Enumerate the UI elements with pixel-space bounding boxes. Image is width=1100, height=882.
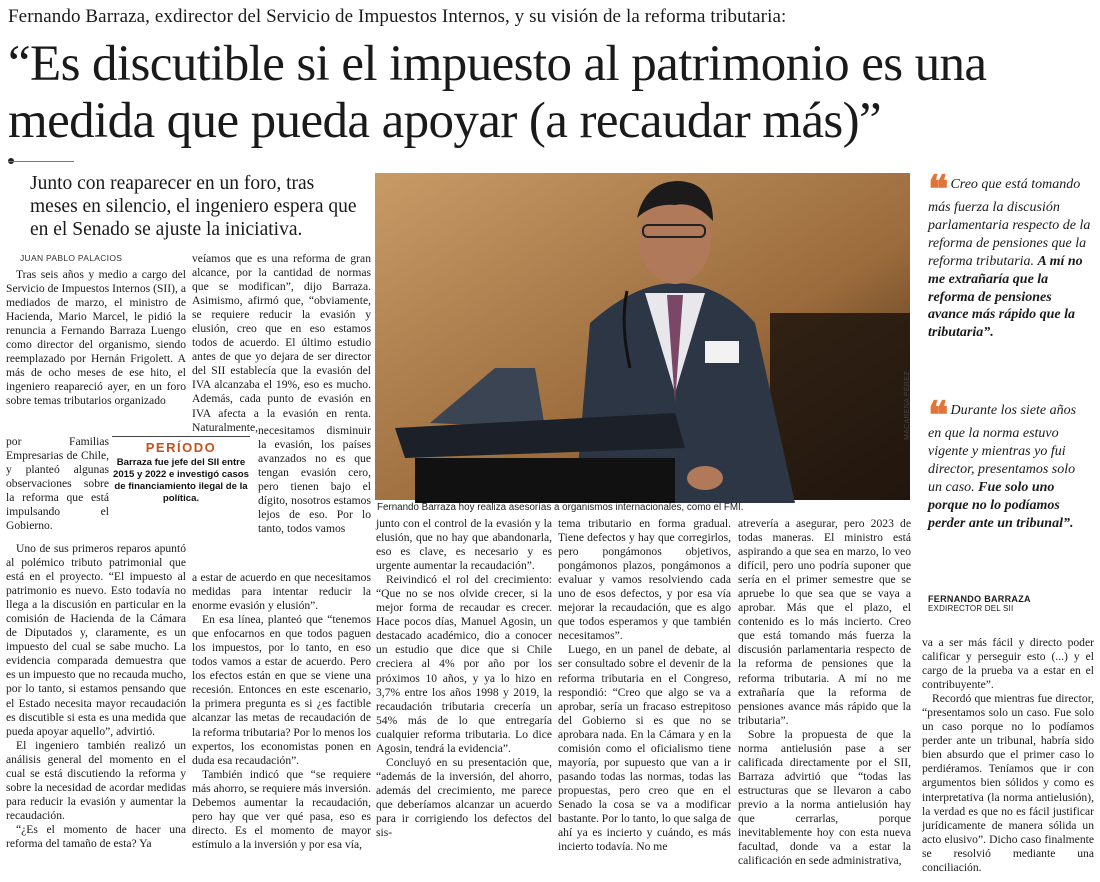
column-4 — [558, 517, 731, 881]
quote-text: Durante los siete años en que la norma estuvo vigente y mientras yo fui director, presentamos solo un caso. — [928, 403, 1077, 495]
quote-role: EXDIRECTOR DEL SII — [928, 604, 1014, 613]
quote-mark-icon: ❝ — [928, 392, 949, 437]
quote-text-bold: A mí no me extrañaría que la reforma de pensiones avance más rápido que la tributaria”. — [928, 253, 1083, 341]
deck: Junto con reaparecer en un foro, tras meses en silencio, el ingeniero espera que en el Senado se ajuste la iniciativa. — [30, 173, 357, 240]
kicker: Fernando Barraza, exdirector del Servicio de Impuestos Internos, y su visión de la reforma tributaria: — [8, 6, 787, 27]
column-5 — [738, 517, 911, 881]
paragraph: Reivindicó el rol del crecimiento: “Que no se nos olvide crecer, si la mejor forma de recaudar es crecer. Hace pocos días, Manuel Agosin, un destacado académico, dio a conocer un estudio que dice que si Chile creciera al 4% por año por los próximos 10 años, y ya lo hizo en 3,7% entre los años 1998 y 2019, la recaudación tributaria crecería un 54% más de lo que entregaría cualquier reforma tributaria. Lo dice Agosin, tendrá la evidencia”. — [376, 573, 552, 755]
paragraph: atrevería a asegurar, pero 2023 de todas maneras. El ministro está aspirando a que sea en marzo, lo veo difícil, pero uno podría suponer que sería en el primer semestre que se apruebe lo que sea que se vaya a aprobar. Más que el plazo, el contenido es lo más incierto. Creo que está tomando más fuerza la discusión parlamentaria respecto de la reforma de pensiones que la reforma tributaria. A mí no me extrañaría que la reforma de pensiones avance más rápido que la tributaria”. — [738, 517, 911, 727]
paragraph: “¿Es el momento de hacer una reforma del tamaño de esta? Ya — [6, 822, 186, 850]
paragraph: va a ser más fácil y directo poder calificar y perseguir esto (...) y el cargo de la prueba va a estar en el contribuyente”. — [922, 636, 1094, 692]
paragraph: veíamos que es una reforma de gran alcance, por la cantidad de normas que se modifican”, dijo Barraza. Asimismo, afirmó que, “obviamente, se requiere reducir la evasión y elusión, creo que en eso estamos todos de acuerdo. El último estudio antes de que yo dejara de ser director del SII establecía que la evasión del IVA alcanzaba el 19%, eso es mucho. Además, cada punto de evasión en IVA afecta a la evasión en renta. Naturalmente, — [192, 252, 371, 434]
paragraph: a estar de acuerdo en que necesitamos medidas para intentar reducir la enorme evasión y elusión”. — [192, 571, 371, 613]
column-1-narrow — [6, 435, 109, 536]
paragraph: Tras seis años y medio a cargo del Servicio de Impuestos Internos (SII), a mediados de marzo, el ministro de Hacienda, Mario Marcel, le pidió la renuncia a Fernando Barraza Luengo como director del organismo, siendo reemplazado por Hernán Frigolett. A más de ocho meses de ese hito, el ingeniero reapareció ayer, en un foro sobre temas tributarios organizado — [6, 268, 186, 408]
speaker-photo-illustration — [375, 173, 910, 500]
rule — [8, 161, 74, 162]
paragraph: necesitamos disminuir la evasión, los países avanzados no es que tengan evasión cero, pero tienen bajo el dígito, nosotros estamos lejos de eso. Por lo tanto, todos vamos — [258, 424, 371, 536]
sidebar-box — [112, 436, 250, 505]
column-1-bottom — [6, 542, 186, 880]
paragraph: Luego, en un panel de debate, al ser consultado sobre el devenir de la reforma tributaria en el Congreso, respondió: “Creo que algo se va a aprobar, sería un fracaso estrepitoso del Gobierno si es que no se aprobara nada. En la Cámara y en la comisión como el oficialismo tiene mayoría, por supuesto que van a ir pasando todas las normas, todas las propuestas, pero creo que en el Senado la cosa se va a modificar bastante. Por lo tanto, lo que salga de ahí ya es incierto y cuándo, es más incierto todavía. No me — [558, 643, 731, 854]
column-3 — [376, 517, 552, 881]
quote-name: FERNANDO BARRAZA — [928, 594, 1031, 604]
paragraph: Recordó que mientras fue director, “presentamos solo un caso. Fue solo un caso porque no lo podíamos perder ante un tribunal, habría sido bien absurdo que el primer caso lo perdiéramos. Teníamos que ir con argumentos bien sólidos y como es interpretativa (la norma antielusión), la verdad es que no es fácil justificar jurídicamente de manera sólida un acto elusivo”. Dicho caso finalmente se resolvió mediante una conciliación. — [922, 692, 1094, 874]
column-2-top — [192, 252, 371, 434]
quote-text-bold: Fue solo uno porque no lo podíamos perder ante un tribunal”. — [928, 479, 1074, 531]
pull-quote-2 — [928, 392, 1092, 532]
photo-credit: MACARENA PÉREZ — [904, 371, 911, 440]
paragraph: En esa línea, planteó que “tenemos que enfocarnos en que todos paguen los impuestos, por lo tanto, en eso todos vamos a estar de acuerdo. Pero los efectos están en que se viene una recesión. Entonces en este escenario, la primera pregunta es si ¿es factible alcanzar las metas de recaudación de la reforma tributaria? Por lo menos los expertos, los economistas ponen en duda esa recaudación”. — [192, 613, 372, 767]
paragraph: También indicó que “se requiere más ahorro, se requiere más inversión. Debemos aumentar la recaudación, pero hay que ver qué pasa, eso es directo. Es el momento de mayor estímulo a la inversión y por esa vía, — [192, 767, 371, 851]
column-6 — [922, 636, 1094, 881]
photo-caption: Fernando Barraza hoy realiza asesorías a organismos internacionales, como el FMI. — [377, 502, 744, 513]
quote-mark-icon: ❝ — [928, 166, 949, 211]
paragraph: tema tributario en forma gradual. Tiene defectos y hay que corregirlos, pero pongámonos objetivos, pongámonos plazos, pongámonos a evaluar y vamos resolviendo cada uno de esos defectos, y por esa vía mejorar la recaudación, que es algo que todos esperamos y que también necesitamos”. — [558, 517, 731, 643]
column-1-top — [6, 268, 186, 424]
byline: JUAN PABLO PALACIOS — [20, 253, 123, 263]
headline: “Es discutible si el impuesto al patrimonio es una medida que pueda apoyar (a recaudar más)” — [8, 36, 987, 149]
paragraph: Uno de sus primeros reparos apuntó al polémico tributo patrimonial que está en el proyecto. “El impuesto al patrimonio es nuevo. Esto todavía no llega a la discusión en particular en la comisión de Hacienda de la Cámara de Diputados y, claramente, es un impuesto del cual se sabe mucho. La evidencia comparada demuestra que es un impuesto que no recauda mucho, por lo tanto, si estamos pensando que el Estado necesita mayor recaudación es discutible si esta es una medida que pueda apoyar aquello”, advirtió. — [6, 542, 186, 738]
paragraph: El ingeniero también realizó un análisis general del momento en el cual se está discutiendo la reforma y sobre la necesidad de acordar medidas para reducir la evasión y aumentar la recaudación. — [6, 738, 186, 822]
photo — [375, 173, 910, 500]
pull-quote-1 — [928, 166, 1092, 342]
quote-text: Creo que está tomando más fuerza la discusión parlamentaria respecto de la reforma de pensiones que la reforma tributaria. — [928, 177, 1091, 269]
column-2-narrow — [258, 424, 371, 568]
sidebar-body: Barraza fue jefe del SII entre 2015 y 2022 e investigó casos de financiamiento ilegal de la política. — [113, 457, 249, 504]
column-2-bottom — [192, 571, 371, 881]
sidebar-title: PERÍODO — [145, 440, 217, 455]
paragraph: por Familias Empresarias de Chile, y planteó algunas observaciones sobre la reforma que está impulsando el Gobierno. — [6, 435, 109, 533]
paragraph: junto con el control de la evasión y la elusión, que no hay que abandonarla, eso es clave, es necesario y es urgente aumentar la recaudación”. — [376, 517, 552, 573]
quote-attribution — [928, 594, 1092, 613]
paragraph: Sobre la propuesta de que la norma antielusión pase a ser calificada directamente por el SII, Barraza advirtió que “todas las estructuras que se llevaron a cabo previo a la norma antielusión hay que cerrarlas, porque inevitablemente hoy con esta nueva facultad, donde va a estar la calificación en sede administrativa, — [738, 727, 911, 868]
paragraph: Concluyó en su presentación que, “además de la inversión, del ahorro, además del crecimiento, me parece que deberíamos alcanzar un acuerdo para ir corrigiendo los defectos del sis- — [376, 755, 552, 840]
